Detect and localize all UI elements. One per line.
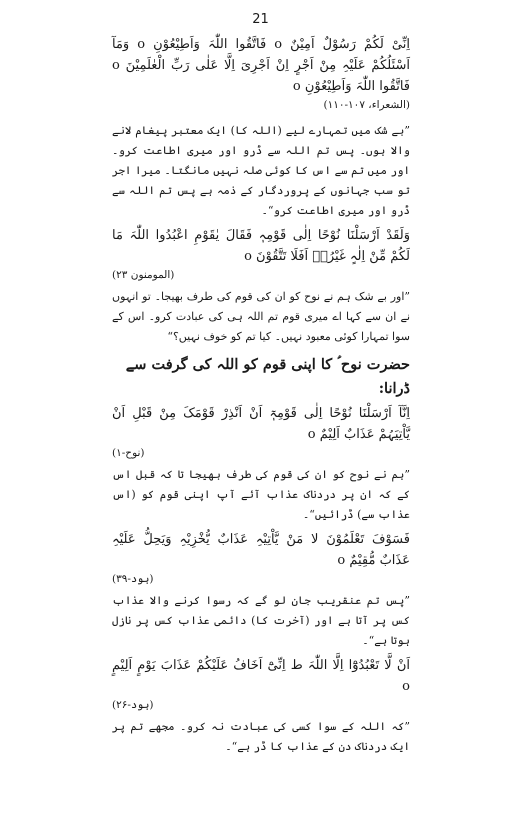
- section-heading: حضرت نوح ؑ کا اپنی قوم کو اللہ کی گرفت سے ڈرانا:: [125, 356, 410, 397]
- arabic-verse-ash-shuara: اِنِّیْ لَکُمْ رَسُوْلٌ اَمِیْنٌ o فَاتَّقُوا اللّٰہَ وَاَطِیْعُوْنِ o وَمَآ اَسْئَلُکُمْ عَلَیْہِ مِنْ اَجْرٍ اِنْ اَجْرِیَ اِلَّا عَلٰی رَبِّ الْعٰلَمِیْنَ o فَاتَّقُوا اللّٰہَ وَاَطِیْعُوْنِ o: [112, 37, 410, 94]
- urdu-translation-1: ”بے شک میں تمہارے لیے (اللہ کا) ایک معتبر پیغام لانے والا ہوں۔ پس تم اللہ سے ڈرو اور میری اطاعت کرو۔ اور میں تم سے اس کا کوئی صلہ نہیں مانگتا۔ میرا اجر تو سب جہانوں کے پروردگار کے ذمہ ہے پس تم اللہ سے ڈرو اور میری اطاعت کرو“۔: [112, 124, 410, 217]
- page-content: [112, 34, 410, 757]
- reference-al-muminun: (المومنون ۲۳): [112, 269, 175, 281]
- reference-hud-39: (ہود-۳۹): [112, 573, 154, 585]
- urdu-translation-3: ”ہم نے نوح کو ان کی قوم کی طرف بھیجا تا کہ قبل اس کے کہ ان پر دردناک عذاب آئے آپ اپنی قوم کو (اس عذاب سے) ڈرائیں“۔: [112, 468, 410, 521]
- arabic-verse-al-muminun: وَلَقَدْ اَرْسَلْنَا نُوْحًا اِلٰی قَوْمِہٖ فَقَالَ یٰقَوْمِ اعْبُدُوا اللّٰہَ مَا لَکُمْ مِّنْ اِلٰہٍ غَیْرُہٗ اَفَلَا تَتَّقُوْنَ o: [112, 228, 410, 264]
- reference-nuh: (نوح-۱): [112, 447, 145, 459]
- urdu-translation-2: ”اور بے شک ہم نے نوح کو ان کی قوم کی طرف بھیجا۔ تو انہوں نے ان سے کہا اے میری قوم تم اللہ ہی کی عبادت کرو۔ اس کے سوا تمہارا کوئی معبود نہیں۔ کیا تم کو خوف نہیں؟“: [112, 290, 410, 343]
- page-number: 21: [252, 12, 269, 27]
- arabic-verse-hud-26: اَنْ لَّا تَعْبُدُوْٓا اِلَّا اللّٰہَ ط اِنِّیْٓ اَخَافُ عَلَیْکُمْ عَذَابَ یَوْمٍ اَلِیْمٍ o: [112, 658, 410, 694]
- arabic-verse-nuh: اِنَّآ اَرْسَلْنَا نُوْحًا اِلٰی قَوْمِہٖٓ اَنْ اَنْذِرْ قَوْمَکَ مِنْ قَبْلِ اَنْ یَّاْتِیَہُمْ عَذَابٌ اَلِیْمٌ o: [112, 406, 410, 442]
- arabic-verse-hud-39: فَسَوْفَ تَعْلَمُوْنَ لا مَنْ یَّاْتِیْہِ عَذَابٌ یُّخْزِیْہِ وَیَحِلُّ عَلَیْہِ عَذَابٌ مُّقِیْمٌ o: [112, 532, 410, 568]
- urdu-translation-5: ”کہ اللہ کے سوا کسی کی عبادت نہ کرو۔ مجھے تم پر ایک دردناک دن کے عذاب کا ڈر ہے“۔: [112, 720, 410, 753]
- reference-ash-shuara: (الشعراء، ۱۰۷-۱۱۰): [323, 99, 410, 111]
- reference-hud-26: (ہود-۲۶): [112, 699, 154, 711]
- urdu-translation-4: ”پس تم عنقریب جان لو گے کہ رسوا کرنے والا عذاب کس پر آتا ہے اور (آخرت کا) دائمی عذاب کس پر نازل ہوتا ہے“۔: [112, 594, 410, 647]
